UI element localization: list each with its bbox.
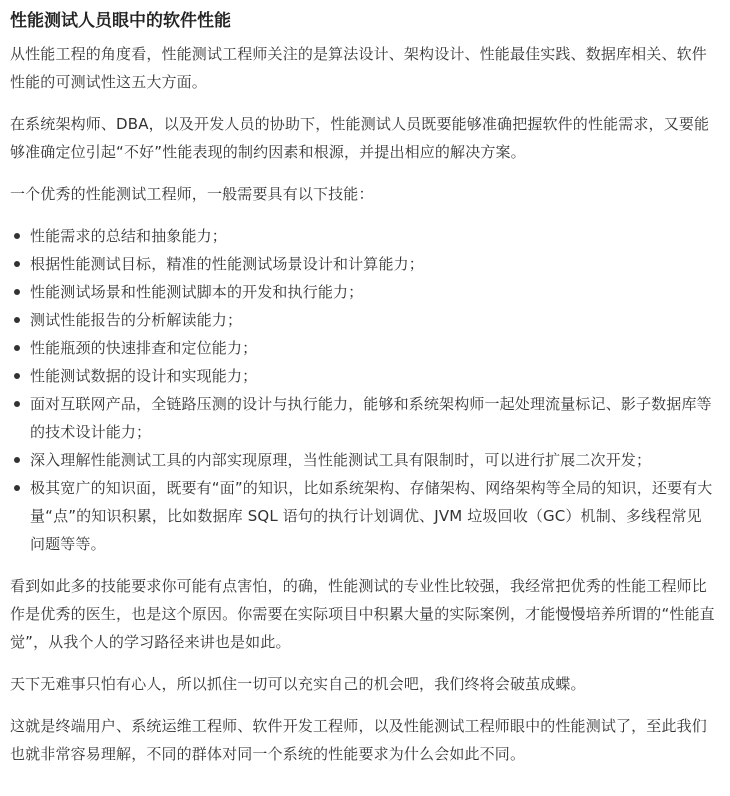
list-item xyxy=(30,222,716,250)
list-item xyxy=(30,362,716,390)
list-item xyxy=(30,334,716,362)
list-item-text: 测试性能报告的分析解读能力； xyxy=(30,311,243,329)
list-item-text: 根据性能测试目标，精准的性能测试场景设计和计算能力； xyxy=(30,255,424,273)
bullet-icon xyxy=(14,345,20,351)
list-item xyxy=(30,390,716,446)
bullet-icon xyxy=(14,261,20,267)
list-item xyxy=(30,446,716,474)
list-item xyxy=(30,250,716,278)
bullet-icon xyxy=(14,289,20,295)
list-item-text: 极其宽广的知识面，既要有“面”的知识，比如系统架构、存储架构、网络架构等全局的知识，还要有大量“点”的知识积累，比如数据库 SQL 语句的执行计划调优、JVM 垃圾回收（GC）机制、多线程常见问题等等。 xyxy=(30,479,713,553)
list-item xyxy=(30,474,716,558)
list-item-text: 面对互联网产品，全链路压测的设计与执行能力，能够和系统架构师一起处理流量标记、影子数据库等的技术设计能力； xyxy=(30,395,712,441)
list-item xyxy=(30,278,716,306)
paragraph-collaboration: 在系统架构师、DBA，以及开发人员的协助下，性能测试人员既要能够准确把握软件的性能需求，又要能够准确定位引起“不好”性能表现的制约因素和根源，并提出相应的解决方案。 xyxy=(10,115,710,161)
bullet-icon xyxy=(14,401,20,407)
bullet-icon xyxy=(14,317,20,323)
paragraph-doctor-analogy: 看到如此多的技能要求你可能有点害怕，的确，性能测试的专业性比较强，我经常把优秀的性能工程师比作是优秀的医生，也是这个原因。你需要在实际项目中积累大量的实际案例，才能慢慢培养所谓的“性能直觉”，从我个人的学习路径来讲也是如此。 xyxy=(10,577,715,651)
list-item xyxy=(30,306,716,334)
paragraph-skills-lead: 一个优秀的性能测试工程师，一般需要具有以下技能： xyxy=(10,185,374,203)
paragraph-intro: 从性能工程的角度看，性能测试工程师关注的是算法设计、架构设计、性能最佳实践、数据库相关、软件性能的可测试性这五大方面。 xyxy=(10,45,707,91)
bullet-icon xyxy=(14,373,20,379)
section-title: 性能测试人员眼中的软件性能 xyxy=(10,11,231,31)
bullet-icon xyxy=(14,485,20,491)
bullet-icon xyxy=(14,233,20,239)
paragraph-encouragement: 天下无难事只怕有心人，所以抓住一切可以充实自己的机会吧，我们终将会破茧成蝶。 xyxy=(10,675,586,693)
skills-list xyxy=(10,222,716,558)
paragraph-conclusion: 这就是终端用户、系统运维工程师、软件开发工程师，以及性能测试工程师眼中的性能测试了，至此我们也就非常容易理解，不同的群体对同一个系统的性能要求为什么会如此不同。 xyxy=(10,717,707,763)
list-item-text: 性能测试场景和性能测试脚本的开发和执行能力； xyxy=(30,283,364,301)
list-item-text: 性能需求的总结和抽象能力； xyxy=(30,227,227,245)
list-item-text: 性能测试数据的设计和实现能力； xyxy=(30,367,258,385)
list-item-text: 深入理解性能测试工具的内部实现原理，当性能测试工具有限制时，可以进行扩展二次开发； xyxy=(30,451,652,469)
bullet-icon xyxy=(14,457,20,463)
list-item-text: 性能瓶颈的快速排查和定位能力； xyxy=(30,339,258,357)
